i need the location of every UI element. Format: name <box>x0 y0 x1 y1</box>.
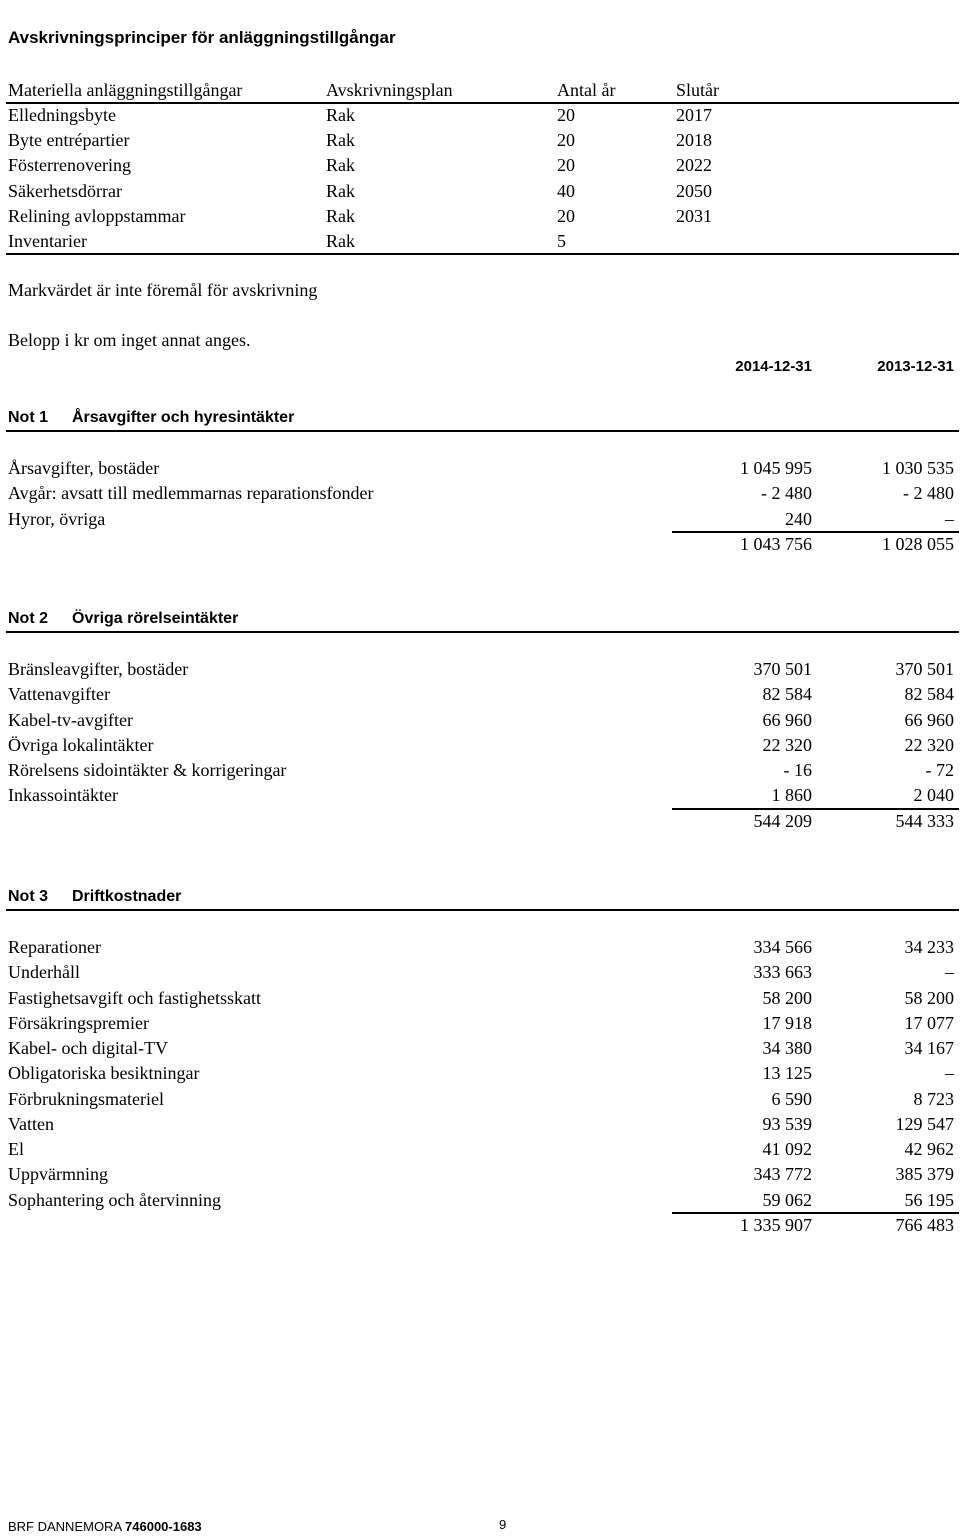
note-row <box>0 1162 960 1187</box>
land-value-note: Markvärdet är inte föremål för avskrivning <box>8 280 318 300</box>
row-label: Inkassointäkter <box>8 785 118 806</box>
note-row <box>0 1036 960 1061</box>
value-previous-year: - 2 480 <box>903 483 954 504</box>
note-row <box>0 733 960 758</box>
end-year: 2031 <box>676 205 712 226</box>
note-title: Driftkostnader <box>72 888 182 905</box>
depreciation-row <box>0 128 960 153</box>
value-previous-year: 34 167 <box>904 1038 954 1058</box>
depreciation-row <box>0 103 960 128</box>
depreciation-plan: Rak <box>326 180 355 201</box>
row-label: Fastighetsavgift och fastighetsskatt <box>8 987 261 1008</box>
date-previous: 2013-12-31 <box>877 358 954 375</box>
asset-name: Säkerhetsdörrar <box>8 180 122 201</box>
note-total-row <box>0 809 960 834</box>
note-row <box>0 1061 960 1086</box>
row-label: Hyror, övriga <box>8 508 106 529</box>
value-previous-year: 42 962 <box>904 1139 954 1159</box>
note-row <box>0 986 960 1011</box>
value-previous-year: 8 723 <box>913 1088 954 1109</box>
value-current-year: 333 663 <box>753 962 812 983</box>
value-current-year: 82 584 <box>762 684 812 705</box>
value-current-year: - 16 <box>783 760 812 780</box>
value-current-year: 6 590 <box>771 1088 812 1109</box>
note-header-rule <box>6 631 959 633</box>
depreciation-row <box>0 179 960 204</box>
depreciation-plan: Rak <box>326 155 355 176</box>
value-current-year: 59 062 <box>762 1189 812 1210</box>
note-number: Not 3 <box>8 888 48 905</box>
value-current-year: 343 772 <box>753 1164 812 1185</box>
row-label: Bränsleavgifter, bostäder <box>8 659 189 679</box>
note-row <box>0 481 960 506</box>
note-row <box>0 657 960 682</box>
value-previous-year: 66 960 <box>904 709 954 730</box>
col-header-years: Antal år <box>557 80 616 100</box>
row-label: Kabel-tv-avgifter <box>8 709 133 730</box>
note-row <box>0 935 960 960</box>
asset-name: Inventarier <box>8 231 87 251</box>
row-label: Övriga lokalintäkter <box>8 734 154 755</box>
value-current-year: 66 960 <box>762 709 812 730</box>
value-previous-year: 370 501 <box>895 659 954 679</box>
years: 20 <box>557 105 575 125</box>
note-row <box>0 783 960 808</box>
depreciation-row <box>0 153 960 178</box>
value-previous-year: 2 040 <box>913 785 954 806</box>
row-label: Förbrukningsmateriel <box>8 1088 164 1109</box>
row-label: Uppvärmning <box>8 1164 108 1185</box>
row-label: Rörelsens sidointäkter & korrigeringar <box>8 760 287 780</box>
row-label: Vatten <box>8 1113 54 1134</box>
note-total-row <box>0 532 960 557</box>
years: 20 <box>557 130 575 151</box>
asset-name: Relining avloppstammar <box>8 205 186 226</box>
col-header-plan: Avskrivningsplan <box>326 80 453 100</box>
note-number: Not 1 <box>8 409 48 426</box>
value-current-year: 34 380 <box>762 1038 812 1058</box>
row-label: Vattenavgifter <box>8 684 110 705</box>
value-previous-year: 82 584 <box>904 684 954 705</box>
depreciation-bottom-rule <box>6 253 959 255</box>
value-previous-year: 129 547 <box>895 1113 954 1134</box>
value-current-year: 17 918 <box>762 1012 812 1033</box>
depreciation-plan: Rak <box>326 105 355 125</box>
page-title: Avskrivningsprinciper för anläggningstillgångar <box>8 28 396 47</box>
value-current-year: - 2 480 <box>761 483 812 504</box>
value-previous-year: – <box>945 508 954 529</box>
total-current-year: 1 335 907 <box>740 1214 812 1235</box>
note-header-rule <box>6 909 959 911</box>
end-year: 2050 <box>676 180 712 201</box>
value-current-year: 1 045 995 <box>740 458 812 478</box>
amounts-note: Belopp i kr om inget annat anges. <box>8 330 251 350</box>
value-current-year: 13 125 <box>762 1063 812 1084</box>
value-current-year: 22 320 <box>762 734 812 755</box>
end-year: 2022 <box>676 155 712 176</box>
value-current-year: 370 501 <box>753 659 812 679</box>
value-previous-year: – <box>945 1063 954 1084</box>
note-row <box>0 758 960 783</box>
col-header-end-year: Slutår <box>676 80 719 100</box>
value-current-year: 334 566 <box>753 937 812 957</box>
total-current-year: 1 043 756 <box>740 533 812 554</box>
value-previous-year: 385 379 <box>895 1164 954 1185</box>
asset-name: Elledningsbyte <box>8 105 116 125</box>
value-current-year: 93 539 <box>762 1113 812 1134</box>
years: 40 <box>557 180 575 201</box>
end-year: 2017 <box>676 105 712 125</box>
note-header <box>0 606 960 631</box>
footer-org <box>8 1519 202 1534</box>
note-row <box>0 1011 960 1036</box>
total-current-year: 544 209 <box>753 810 812 831</box>
note-total-row <box>0 1213 960 1238</box>
value-previous-year: 1 030 535 <box>882 458 954 478</box>
value-current-year: 1 860 <box>771 785 812 806</box>
depreciation-header-row <box>0 78 960 103</box>
years: 20 <box>557 205 575 226</box>
note-header-rule <box>6 430 959 432</box>
note-title: Årsavgifter och hyresintäkter <box>72 409 295 426</box>
footer-page-number: 9 <box>499 1517 507 1532</box>
row-label: El <box>8 1139 24 1159</box>
value-current-year: 240 <box>785 508 812 529</box>
footer-org-number: 746000-1683 <box>125 1519 202 1534</box>
row-label: Reparationer <box>8 937 101 957</box>
total-previous-year: 766 483 <box>895 1214 954 1235</box>
asset-name: Byte entrépartier <box>8 130 130 151</box>
date-current: 2014-12-31 <box>735 358 812 375</box>
note-row <box>0 708 960 733</box>
note-row <box>0 1188 960 1213</box>
value-previous-year: - 72 <box>925 760 954 780</box>
row-label: Underhåll <box>8 962 80 983</box>
depreciation-plan: Rak <box>326 205 355 226</box>
note-row <box>0 1087 960 1112</box>
col-header-asset: Materiella anläggningstillgångar <box>8 80 243 100</box>
total-previous-year: 1 028 055 <box>882 533 954 554</box>
asset-name: Fösterrenovering <box>8 155 131 176</box>
depreciation-row <box>0 229 960 254</box>
note-row <box>0 507 960 532</box>
row-label: Årsavgifter, bostäder <box>8 458 160 478</box>
note-row <box>0 960 960 985</box>
total-previous-year: 544 333 <box>895 810 954 831</box>
value-previous-year: – <box>945 962 954 983</box>
note-row <box>0 1112 960 1137</box>
note-header <box>0 405 960 430</box>
years: 20 <box>557 155 575 176</box>
years: 5 <box>557 231 566 251</box>
value-current-year: 41 092 <box>762 1139 812 1159</box>
value-previous-year: 34 233 <box>904 937 954 957</box>
note-number: Not 2 <box>8 610 48 627</box>
row-label: Försäkringspremier <box>8 1012 149 1033</box>
footer-org-name: BRF DANNEMORA <box>8 1519 122 1534</box>
depreciation-plan: Rak <box>326 130 355 151</box>
row-label: Obligatoriska besiktningar <box>8 1063 200 1084</box>
value-previous-year: 22 320 <box>904 734 954 755</box>
row-label: Sophantering och återvinning <box>8 1189 221 1210</box>
row-label: Kabel- och digital-TV <box>8 1038 168 1058</box>
value-previous-year: 56 195 <box>904 1189 954 1210</box>
note-row <box>0 456 960 481</box>
depreciation-row <box>0 204 960 229</box>
note-header <box>0 884 960 909</box>
row-label: Avgår: avsatt till medlemmarnas reparationsfonder <box>8 483 374 504</box>
depreciation-plan: Rak <box>326 231 355 251</box>
note-row <box>0 682 960 707</box>
value-previous-year: 58 200 <box>904 987 954 1008</box>
value-current-year: 58 200 <box>762 987 812 1008</box>
note-title: Övriga rörelseintäkter <box>72 610 239 627</box>
note-row <box>0 1137 960 1162</box>
end-year: 2018 <box>676 130 712 151</box>
value-previous-year: 17 077 <box>904 1012 954 1033</box>
